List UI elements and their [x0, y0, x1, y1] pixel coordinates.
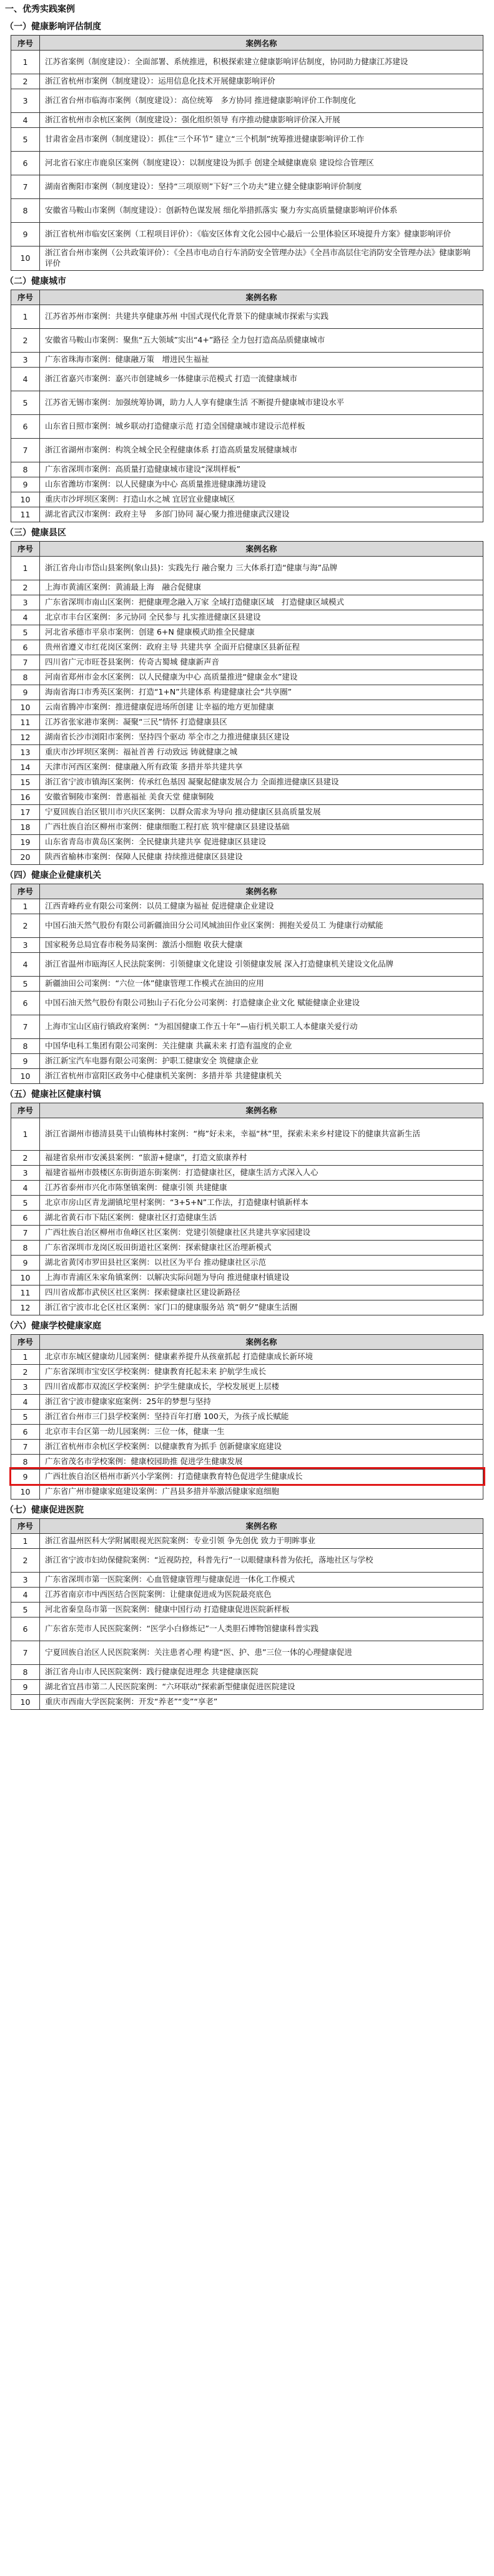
row-index: 14	[11, 759, 40, 774]
row-index: 18	[11, 819, 40, 834]
table-row	[11, 74, 483, 89]
table-header-row	[11, 541, 483, 556]
row-index: 4	[11, 1394, 40, 1409]
row-case-name: 广东省广州市健康家庭建设案例：广昌县多措并举激活健康家庭细胞	[40, 1484, 483, 1499]
case-table	[11, 290, 483, 522]
row-index: 1	[11, 1533, 40, 1548]
row-index: 16	[11, 789, 40, 804]
header-name: 案例名称	[40, 36, 483, 51]
row-index: 5	[11, 625, 40, 640]
row-case-name: 浙江省温州市瓯海区人民法院案例：引领健康文化建设 引领健康发展 深入打造健康机关建设文化品牌	[40, 952, 483, 976]
row-index: 1	[11, 305, 40, 328]
row-case-name: 江苏省南京市中西医结合医院案例：让健康促进成为医院最亮底色	[40, 1587, 483, 1602]
row-case-name: 陕西省榆林市案例：保障人民健康 持续推进健康区县建设	[40, 849, 483, 864]
table-row	[11, 729, 483, 744]
row-case-name: 浙江省台州市案例（公共政策评价）：《全昌市电动自行车消防安全管理办法》《全昌市高层住宅消防安全管理办法》健康影响评价	[40, 246, 483, 271]
table-row	[11, 414, 483, 438]
row-case-name: 浙江省杭州市富阳区政务中心健康机关案例：多措并举 共建健康机关	[40, 1068, 483, 1083]
row-index: 6	[11, 152, 40, 175]
table-row	[11, 849, 483, 864]
row-case-name: 山东省日照市案例：城乡联动打造健康示范 打造全国健康城市建设示范样板	[40, 414, 483, 438]
table-row	[11, 1225, 483, 1240]
row-index: 1	[11, 1118, 40, 1150]
row-index: 2	[11, 1548, 40, 1572]
row-case-name: 重庆市沙坪坝区案例：打造山水之城 宜居宜业健康城区	[40, 492, 483, 507]
row-index: 6	[11, 1617, 40, 1641]
table-header-row	[11, 884, 483, 899]
row-case-name: 广东省茂名市学校案例：健康校园助推 促进学生健康发展	[40, 1454, 483, 1469]
row-case-name: 浙江省嘉兴市案例：嘉兴市创建城乡一体健康示范模式 打造一流健康城市	[40, 367, 483, 391]
row-index: 2	[11, 1150, 40, 1165]
row-case-name: 湖南省衡阳市案例（制度建设）：坚持“三项原则”下好“三个功夫”建立健全健康影响评价制度	[40, 175, 483, 199]
table-row	[11, 438, 483, 462]
section-title: （七）健康促进医院	[5, 1505, 84, 1515]
table-row	[11, 1300, 483, 1315]
row-index: 9	[11, 1255, 40, 1270]
table-row	[11, 223, 483, 246]
sections-container	[0, 16, 494, 1710]
row-case-name: 浙江省宁波市镇海区案例：传承红色基因 凝聚起健康发展合力 全面推进健康区县建设	[40, 774, 483, 789]
table-row	[11, 199, 483, 223]
table-row	[11, 952, 483, 976]
row-case-name: 浙江省杭州市案例（制度建设）：运用信息化技术开展健康影响评价	[40, 74, 483, 89]
row-case-name: 山东省青岛市黄岛区案例：全民健康共建共享 促进健康区县建设	[40, 834, 483, 849]
table-row	[11, 1210, 483, 1225]
table-row	[11, 1015, 483, 1038]
row-case-name: 国家税务总局宜春市税务局案例：激活小细胞 收获大健康	[40, 937, 483, 952]
row-case-name: 福建省福州市鼓楼区东街街道东街案例：打造健康社区，健康生活方式深入人心	[40, 1165, 483, 1180]
row-index: 7	[11, 1015, 40, 1038]
table-row	[11, 819, 483, 834]
table-row	[11, 1118, 483, 1150]
row-case-name: 上海市黄浦区案例：黄浦最上海 融合促健康	[40, 580, 483, 595]
row-index: 2	[11, 74, 40, 89]
row-case-name: 广西壮族自治区柳州市案例：健康细胞工程打底 筑牢健康区县建设基础	[40, 819, 483, 834]
table-header-row	[11, 1334, 483, 1349]
section-5	[0, 1084, 494, 1315]
row-index: 8	[11, 462, 40, 477]
table-row	[11, 1394, 483, 1409]
header-index: 序号	[11, 1334, 40, 1349]
row-case-name: 湖北省宜昌市第二人民医院案例：“六环联动”探索新型健康促进医院建设	[40, 1679, 483, 1694]
table-row	[11, 774, 483, 789]
table-row	[11, 1255, 483, 1270]
row-case-name: 广东省东莞市人民医院案例：“医学小白修炼记”一人类胆石博物馆健康科普实践	[40, 1617, 483, 1641]
row-case-name: 浙江省杭州市余杭区案例（制度建设）：强化组织领导 有序推动健康影响评价深入开展	[40, 113, 483, 128]
row-case-name: 广西壮族自治区梧州市新兴小学案例：打造健康教育特色促进学生健康成长	[40, 1469, 483, 1484]
row-case-name: 河北省秦皇岛市第一医院案例：健康中国行动 打造健康促进医院新样板	[40, 1602, 483, 1617]
table-row	[11, 991, 483, 1015]
header-name: 案例名称	[40, 1518, 483, 1533]
section-title: （四）健康企业健康机关	[5, 870, 101, 881]
table-row	[11, 655, 483, 670]
table-row	[11, 1602, 483, 1617]
header-index: 序号	[11, 1103, 40, 1118]
row-case-name: 福建省泉州市安溪县案例：“旅游+健康”，打造文旅康养村	[40, 1150, 483, 1165]
table-row	[11, 1641, 483, 1664]
table-row	[11, 625, 483, 640]
row-index: 1	[11, 899, 40, 914]
table-row	[11, 175, 483, 199]
row-index: 10	[11, 246, 40, 271]
row-index: 3	[11, 1165, 40, 1180]
section-4	[0, 865, 494, 1084]
row-index: 2	[11, 328, 40, 352]
table-row	[11, 610, 483, 625]
row-index: 3	[11, 1379, 40, 1394]
table-row	[11, 1379, 483, 1394]
header-name: 案例名称	[40, 1334, 483, 1349]
table-row	[11, 670, 483, 685]
row-case-name: 北京市丰台区第一幼儿园案例：三位一体，健康一生	[40, 1424, 483, 1439]
row-index: 8	[11, 1664, 40, 1679]
row-case-name: 中国石油天然气股份有限公司新疆油田分公司风城油田作业区案例：拥抱关爱员工 为健康行动赋能	[40, 914, 483, 937]
table-row	[11, 1195, 483, 1210]
table-row	[11, 462, 483, 477]
table-row	[11, 700, 483, 715]
table-row	[11, 1424, 483, 1439]
row-case-name: 江苏省苏州市案例：共建共享健康苏州 中国式现代化背景下的健康城市探索与实践	[40, 305, 483, 328]
table-row	[11, 580, 483, 595]
table-row	[11, 1285, 483, 1300]
table-row	[11, 595, 483, 610]
row-case-name: 广东省珠海市案例：健康融万策 增进民生福祉	[40, 352, 483, 367]
row-case-name: 浙江省湖州市德清县莫干山镇梅林村案例：“梅”好未来，幸福“林”里，探索未来乡村建设下的健康共富新生活	[40, 1118, 483, 1150]
case-table	[11, 884, 483, 1084]
table-row	[11, 976, 483, 991]
row-index: 13	[11, 744, 40, 759]
row-index: 5	[11, 1602, 40, 1617]
row-index: 8	[11, 1038, 40, 1053]
row-index: 3	[11, 352, 40, 367]
header-name: 案例名称	[40, 884, 483, 899]
row-index: 10	[11, 492, 40, 507]
row-index: 10	[11, 1694, 40, 1709]
row-index: 4	[11, 1180, 40, 1195]
row-case-name: 江苏省案例（制度建设）：全面部署、系统推进，积极探索建立健康影响评估制度，协同助力健康江苏建设	[40, 51, 483, 74]
header-name: 案例名称	[40, 1103, 483, 1118]
table-row	[11, 1679, 483, 1694]
header-index: 序号	[11, 541, 40, 556]
table-row	[11, 477, 483, 492]
row-index: 7	[11, 655, 40, 670]
row-index: 11	[11, 507, 40, 522]
row-case-name: 河北省石家庄市鹿泉区案例（制度建设）：以制度建设为抓手 创建全域健康鹿泉 建设综合管理区	[40, 152, 483, 175]
row-index: 12	[11, 1300, 40, 1315]
row-case-name: 浙江省宁波市健康家庭案例：25年的梦想与坚持	[40, 1394, 483, 1409]
table-row	[11, 1150, 483, 1165]
section-7	[0, 1500, 494, 1710]
row-case-name: 山东省潍坊市案例：以人民健康为中心 高质量推进健康潍坊建设	[40, 477, 483, 492]
row-case-name: 天津市河西区案例：健康融入所有政策 多措并举共建共享	[40, 759, 483, 774]
row-case-name: 贵州省遵义市红花岗区案例：政府主导 共建共享 全面开启健康区县新征程	[40, 640, 483, 655]
row-case-name: 浙江省宁波市北仑区社区案例：家门口的健康服务站 筑“朝夕”健康生活圈	[40, 1300, 483, 1315]
row-case-name: 广东省深圳市宝安区学校案例：健康教育托起未来 护航学生成长	[40, 1364, 483, 1379]
row-index: 7	[11, 1641, 40, 1664]
row-index: 10	[11, 1068, 40, 1083]
row-index: 10	[11, 1270, 40, 1285]
header-index: 序号	[11, 1518, 40, 1533]
table-row	[11, 1617, 483, 1641]
row-index: 8	[11, 1240, 40, 1255]
row-case-name: 湖北省武汉市案例：政府主导 多部门协同 凝心聚力推进健康武汉建设	[40, 507, 483, 522]
table-row	[11, 391, 483, 414]
row-index: 1	[11, 51, 40, 74]
table-row	[11, 246, 483, 271]
table-row	[11, 1180, 483, 1195]
header-name: 案例名称	[40, 290, 483, 305]
table-header-row	[11, 1518, 483, 1533]
row-index: 17	[11, 804, 40, 819]
case-table	[11, 1518, 483, 1710]
section-3	[0, 522, 494, 865]
table-row	[11, 1484, 483, 1499]
table-row	[11, 715, 483, 729]
section-title: （二）健康城市	[5, 276, 66, 286]
row-index: 8	[11, 1454, 40, 1469]
table-header-row	[11, 1103, 483, 1118]
row-index: 5	[11, 1409, 40, 1424]
row-case-name: 浙江省舟山市岱山县案例(象山县)：实践先行 融合聚力 三大体系打造“健康与海”品牌	[40, 556, 483, 580]
table-row	[11, 128, 483, 152]
row-case-name: 中国石油天然气股份有限公司独山子石化分公司案例：打造健康企业文化 赋能健康企业建设	[40, 991, 483, 1015]
table-row	[11, 1165, 483, 1180]
row-case-name: 广西壮族自治区柳州市鱼峰区社区案例：党建引领健康社区共建共享家园建设	[40, 1225, 483, 1240]
row-index: 4	[11, 113, 40, 128]
row-index: 3	[11, 937, 40, 952]
table-row	[11, 914, 483, 937]
table-row	[11, 640, 483, 655]
row-case-name: 河南省郑州市金水区案例：以人民健康为中心 高质量推进“健康金水”建设	[40, 670, 483, 685]
row-case-name: 宁夏回族自治区人民医院案例：关注患者心理 构建“医、护、患”三位一体的心理健康促进	[40, 1641, 483, 1664]
table-row	[11, 1469, 483, 1484]
row-index: 7	[11, 175, 40, 199]
row-index: 4	[11, 952, 40, 976]
row-case-name: 宁夏回族自治区银川市兴庆区案例：以群众需求为导向 推动健康区县高质量发展	[40, 804, 483, 819]
case-table	[11, 1103, 483, 1315]
table-row	[11, 89, 483, 113]
row-index: 5	[11, 1195, 40, 1210]
table-row	[11, 744, 483, 759]
section-title: （一）健康影响评估制度	[5, 22, 101, 32]
row-index: 6	[11, 1424, 40, 1439]
table-row	[11, 367, 483, 391]
section-6	[0, 1315, 494, 1500]
row-case-name: 湖南省长沙市浏阳市案例：坚持四个驱动 举全市之力推进健康县区建设	[40, 729, 483, 744]
row-index: 15	[11, 774, 40, 789]
row-index: 6	[11, 640, 40, 655]
row-index: 7	[11, 438, 40, 462]
case-table	[11, 1334, 483, 1500]
row-case-name: 浙江省杭州市临安区案例（工程项目评价）：《临安区体育文化公园中心最后一公里体验区环境提升方案》健康影响评价	[40, 223, 483, 246]
row-case-name: 中国华电科工集团有限公司案例：关注健康 共赢未来 打造有温度的企业	[40, 1038, 483, 1053]
table-row	[11, 789, 483, 804]
table-row	[11, 51, 483, 74]
table-row	[11, 759, 483, 774]
row-index: 7	[11, 1439, 40, 1454]
table-row	[11, 1548, 483, 1572]
table-row	[11, 834, 483, 849]
table-row	[11, 556, 483, 580]
row-case-name: 江苏省张家港市案例：凝聚“三民”情怀 打造健康县区	[40, 715, 483, 729]
row-case-name: 浙江新宝汽车电器有限公司案例：护职工健康安全 筑健康企业	[40, 1053, 483, 1068]
row-index: 12	[11, 729, 40, 744]
row-index: 6	[11, 1210, 40, 1225]
row-index: 3	[11, 1572, 40, 1587]
row-case-name: 广东省深圳市南山区案例：把健康理念融入万家 全域打造健康区域 打造健康区域模式	[40, 595, 483, 610]
row-index: 7	[11, 1225, 40, 1240]
row-index: 2	[11, 580, 40, 595]
row-case-name: 湖北省黄石市下陆区案例：健康社区打造健康生活	[40, 1210, 483, 1225]
table-row	[11, 152, 483, 175]
table-row	[11, 305, 483, 328]
row-index: 11	[11, 1285, 40, 1300]
table-row	[11, 1068, 483, 1083]
header-index: 序号	[11, 290, 40, 305]
row-case-name: 云南省腾冲市案例：推进健康促进场所创建 让幸福的地方更加健康	[40, 700, 483, 715]
section-title: （三）健康县区	[5, 527, 66, 538]
table-row	[11, 804, 483, 819]
row-index: 10	[11, 700, 40, 715]
row-case-name: 安徽省马鞍山市案例（制度建设）：创新特色谋发展 细化举措抓落实 聚力夯实高质量健康影响评价体系	[40, 199, 483, 223]
row-index: 4	[11, 610, 40, 625]
table-row	[11, 492, 483, 507]
row-case-name: 海南省海口市秀英区案例：打造“1+N”共建体系 构建健康社会“共享圈”	[40, 685, 483, 700]
header-name: 案例名称	[40, 541, 483, 556]
row-index: 5	[11, 976, 40, 991]
row-case-name: 河北省承德市平泉市案例：创建 6+N 健康模式助推全民健康	[40, 625, 483, 640]
table-row	[11, 1349, 483, 1364]
header-index: 序号	[11, 36, 40, 51]
row-index: 4	[11, 1587, 40, 1602]
main-title: 一、优秀实践案例	[5, 4, 75, 14]
table-row	[11, 1053, 483, 1068]
row-case-name: 北京市丰台区案例：多元协同 全民参与 扎实推进健康区县建设	[40, 610, 483, 625]
row-index: 3	[11, 89, 40, 113]
row-case-name: 四川省广元市旺苍县案例：传奇古蜀城 健康新声音	[40, 655, 483, 670]
row-index: 19	[11, 834, 40, 849]
row-index: 1	[11, 556, 40, 580]
row-index: 8	[11, 670, 40, 685]
table-row	[11, 1240, 483, 1255]
row-case-name: 浙江省舟山市人民医院案例：践行健康促进理念 共建健康医院	[40, 1664, 483, 1679]
row-case-name: 浙江省杭州市余杭区学校案例：以健康教育为抓手 创新健康家庭建设	[40, 1439, 483, 1454]
table-row	[11, 1694, 483, 1709]
row-case-name: 江西青峰药业有限公司案例：以员工健康为福祉 促进健康企业建设	[40, 899, 483, 914]
section-title: （五）健康社区健康村镇	[5, 1089, 101, 1100]
row-index: 1	[11, 1349, 40, 1364]
row-case-name: 浙江省台州市三门县学校案例：坚持百年打磨 100天，为孩子成长赋能	[40, 1409, 483, 1424]
row-case-name: 浙江省台州市临海市案例（制度建设）：高位统筹 多方协同 推进健康影响评价工作制度化	[40, 89, 483, 113]
row-index: 9	[11, 223, 40, 246]
row-case-name: 四川省成都市武侯区社区案例：探索健康社区建设新路径	[40, 1285, 483, 1300]
row-index: 9	[11, 685, 40, 700]
row-case-name: 北京市东城区健康幼儿园案例：健康素养提升从孩童抓起 打造健康成长新环境	[40, 1349, 483, 1364]
table-row	[11, 113, 483, 128]
row-case-name: 广东省深圳市案例：高质量打造健康城市建设“深圳样板”	[40, 462, 483, 477]
row-case-name: 重庆市西南大学医院案例：开发“养老”“变”“享老”	[40, 1694, 483, 1709]
row-case-name: 广东省深圳市第一医院案例：心血管健康管理与健康促进一体化工作模式	[40, 1572, 483, 1587]
row-index: 5	[11, 128, 40, 152]
row-case-name: 浙江省湖州市案例：构筑全城全民全程健康体系 打造高质量发展健康城市	[40, 438, 483, 462]
table-row	[11, 1409, 483, 1424]
row-case-name: 北京市房山区青龙湖镇坨里村案例：“3+5+N”工作法，打造健康村镇新样本	[40, 1195, 483, 1210]
table-row	[11, 1664, 483, 1679]
row-case-name: 上海市青浦区朱家角镇案例：以解决实际问题为导向 推进健康村镇建设	[40, 1270, 483, 1285]
row-index: 2	[11, 1364, 40, 1379]
table-row	[11, 352, 483, 367]
row-index: 11	[11, 715, 40, 729]
row-case-name: 浙江省温州医科大学附属眼视光医院案例：专业引领 争先创优 致力于明眸事业	[40, 1533, 483, 1548]
table-row	[11, 1270, 483, 1285]
table-row	[11, 685, 483, 700]
section-2	[0, 271, 494, 522]
table-row	[11, 899, 483, 914]
table-row	[11, 1439, 483, 1454]
row-case-name: 四川省成都市双流区学校案例：护学生健康成长，学校发展更上层楼	[40, 1379, 483, 1394]
row-case-name: 安徽省铜陵市案例：普惠福祉 美食天堂 健康铜陵	[40, 789, 483, 804]
table-row	[11, 1587, 483, 1602]
row-index: 6	[11, 991, 40, 1015]
table-row	[11, 1038, 483, 1053]
row-case-name: 江苏省泰州市兴化市陈堡镇案例：健康引领 共建健康	[40, 1180, 483, 1195]
table-row	[11, 937, 483, 952]
row-case-name: 广东省深圳市龙岗区坂田街道社区案例：探索健康社区治理新模式	[40, 1240, 483, 1255]
table-row	[11, 1533, 483, 1548]
row-case-name: 上海市宝山区庙行镇政府案例：“为祖国健康工作五十年”—庙行机关职工人本健康关爱行动	[40, 1015, 483, 1038]
section-title: （六）健康学校健康家庭	[5, 1320, 101, 1331]
case-table	[11, 541, 483, 865]
section-1	[0, 16, 494, 271]
table-header-row	[11, 36, 483, 51]
row-case-name: 新疆油田公司案例：“六位一体”健康管理工作模式在油田的应用	[40, 976, 483, 991]
row-case-name: 湖北省黄冈市罗田县社区案例：以社区为平台 推动健康社区示范	[40, 1255, 483, 1270]
table-row	[11, 328, 483, 352]
row-index: 5	[11, 391, 40, 414]
row-case-name: 安徽省马鞍山市案例：聚焦“五大领域”实出“4+”路径 全力包打造高品质健康城市	[40, 328, 483, 352]
row-index: 20	[11, 849, 40, 864]
header-index: 序号	[11, 884, 40, 899]
row-index: 9	[11, 477, 40, 492]
row-index: 9	[11, 1053, 40, 1068]
case-table	[11, 35, 483, 271]
row-case-name: 甘肃省金昌市案例（制度建设）：抓住“三个环节” 建立“三个机制”统筹推进健康影响评价工作	[40, 128, 483, 152]
table-row	[11, 1572, 483, 1587]
row-index: 8	[11, 199, 40, 223]
row-case-name: 江苏省无锡市案例：加强统筹协调，助力人人享有健康生活 不断提升健康城市建设水平	[40, 391, 483, 414]
table-header-row	[11, 290, 483, 305]
row-case-name: 浙江省宁波市妇幼保健院案例：“近视防控，科普先行”一以眼健康科普为依托，落地社区与学校	[40, 1548, 483, 1572]
row-index: 10	[11, 1484, 40, 1499]
row-index: 6	[11, 414, 40, 438]
row-index: 9	[11, 1679, 40, 1694]
row-index: 3	[11, 595, 40, 610]
row-case-name: 重庆市沙坪坝区案例：福祉首善 行动致远 铸就健康之城	[40, 744, 483, 759]
table-row	[11, 1454, 483, 1469]
row-index: 4	[11, 367, 40, 391]
table-row	[11, 1364, 483, 1379]
table-row	[11, 507, 483, 522]
row-index: 2	[11, 914, 40, 937]
row-index: 9	[11, 1469, 40, 1484]
